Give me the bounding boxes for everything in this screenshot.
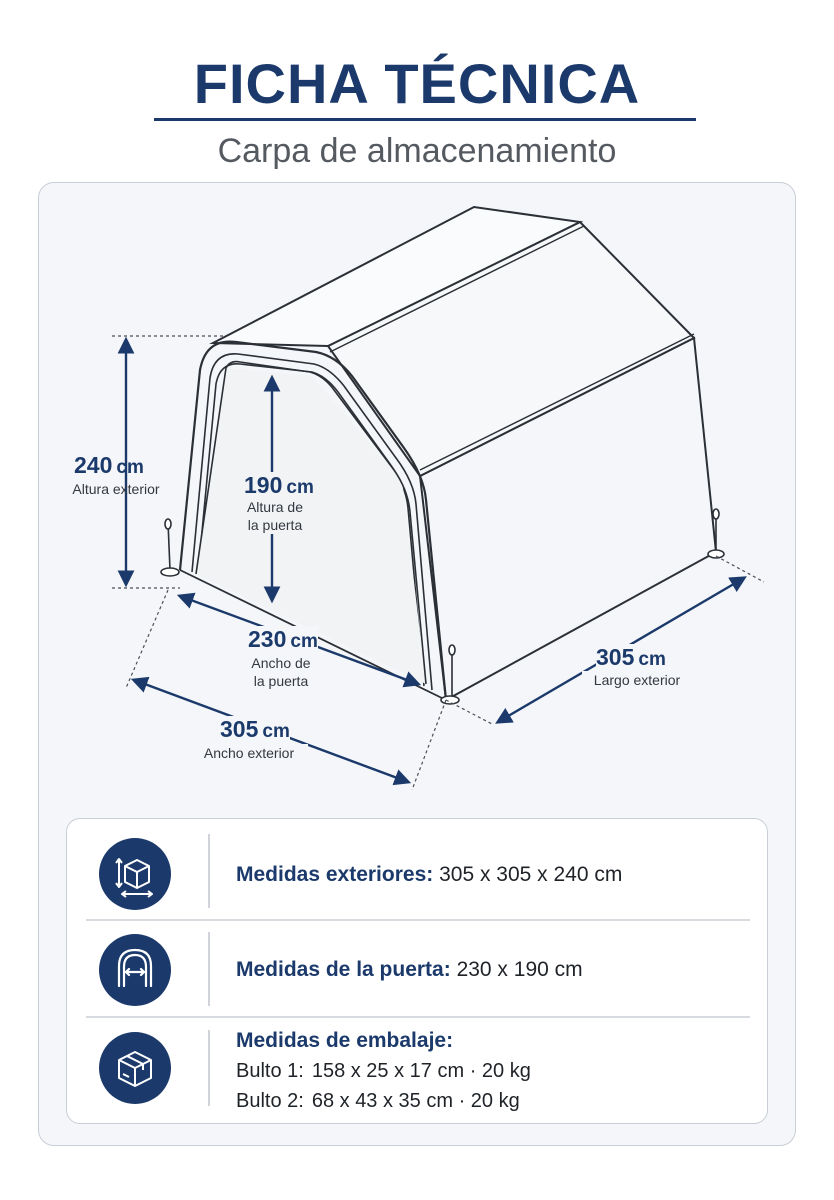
height-value: 240 cm <box>74 452 144 478</box>
page-title: FICHA TÉCNICA <box>193 52 641 115</box>
spec-door: Medidas de la puerta: 230 x 190 cm <box>236 958 583 981</box>
width-value: 305 cm <box>220 716 290 742</box>
door-height-value: 190 cm <box>244 472 314 498</box>
row-separator <box>86 919 750 921</box>
length-caption: Largo exterior <box>582 671 692 689</box>
title-underline <box>154 118 696 121</box>
row-divider-vertical <box>208 932 210 1006</box>
door-width-value: 230 cm <box>248 626 318 652</box>
spec-package-1: Bulto 1: 158 x 25 x 17 cm · 20 kg <box>236 1060 531 1082</box>
arch-door-icon <box>99 934 171 1006</box>
spec-exterior: Medidas exteriores: 305 x 305 x 240 cm <box>236 863 623 886</box>
cube-dimensions-icon <box>99 838 171 910</box>
row-separator <box>86 1016 750 1018</box>
width-caption: Ancho exterior <box>190 744 308 762</box>
spec-packaging-title: Medidas de embalaje: <box>236 1029 454 1052</box>
row-divider-vertical <box>208 834 210 908</box>
height-caption: Altura exterior <box>72 481 160 497</box>
tent-illustration <box>38 182 796 822</box>
door-width-caption: Ancho de la puerta <box>236 654 326 690</box>
page-subtitle: Carpa de almacenamiento <box>217 132 617 170</box>
spec-package-2: Bulto 2: 68 x 43 x 35 cm · 20 kg <box>236 1090 520 1112</box>
length-value: 305 cm <box>596 644 666 670</box>
package-box-icon <box>99 1032 171 1104</box>
row-divider-vertical <box>208 1030 210 1106</box>
door-height-caption: Altura de la puerta <box>230 498 320 534</box>
